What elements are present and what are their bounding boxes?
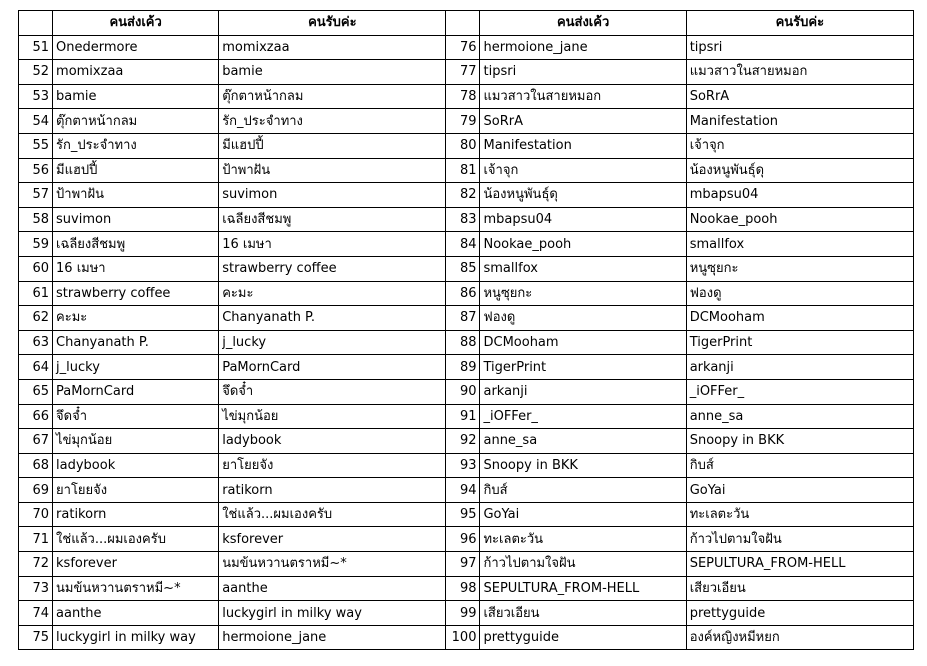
receiver-cell-left: bamie	[219, 60, 446, 85]
table-row	[19, 133, 914, 158]
sender-cell-right: Nookae_pooh	[480, 232, 686, 257]
sender-cell-right: hermoione_jane	[480, 35, 686, 60]
row-number-left: 59	[19, 232, 53, 257]
receiver-cell-right: prettyguide	[686, 601, 913, 626]
table-row	[19, 306, 914, 331]
sender-cell-left: ตุ๊กตาหน้ากลม	[53, 109, 219, 134]
table-row	[19, 502, 914, 527]
header-receiver-right: คนรับค่ะ	[686, 11, 913, 36]
sender-cell-right: เสียวเอียน	[480, 601, 686, 626]
table-row	[19, 601, 914, 626]
row-number-left: 70	[19, 502, 53, 527]
sender-cell-left: ratikorn	[53, 502, 219, 527]
receiver-cell-left: j_lucky	[219, 330, 446, 355]
row-number-left: 72	[19, 552, 53, 577]
table-row	[19, 207, 914, 232]
receiver-cell-left: aanthe	[219, 576, 446, 601]
receiver-cell-right: GoYai	[686, 478, 913, 503]
sender-cell-left: Onedermore	[53, 35, 219, 60]
row-number-left: 65	[19, 379, 53, 404]
row-number-left: 55	[19, 133, 53, 158]
sender-cell-left: มีแฮปปี้	[53, 158, 219, 183]
row-number-left: 57	[19, 183, 53, 208]
receiver-cell-right: Nookae_pooh	[686, 207, 913, 232]
row-number-left: 60	[19, 256, 53, 281]
table-row	[19, 281, 914, 306]
row-number-right: 83	[446, 207, 480, 232]
row-number-right: 99	[446, 601, 480, 626]
receiver-cell-right: องค์หญิงหมีหยก	[686, 625, 913, 650]
table-row	[19, 158, 914, 183]
row-number-left: 62	[19, 306, 53, 331]
header-number-right	[446, 11, 480, 36]
sender-cell-right: anne_sa	[480, 429, 686, 454]
receiver-cell-left: ยาโยยจัง	[219, 453, 446, 478]
receiver-cell-right: เสียวเอียน	[686, 576, 913, 601]
sender-cell-right: smallfox	[480, 256, 686, 281]
row-number-left: 52	[19, 60, 53, 85]
row-number-left: 53	[19, 84, 53, 109]
row-number-right: 79	[446, 109, 480, 134]
receiver-cell-left: ratikorn	[219, 478, 446, 503]
row-number-right: 97	[446, 552, 480, 577]
sender-cell-left: bamie	[53, 84, 219, 109]
sender-cell-right: arkanji	[480, 379, 686, 404]
sender-cell-left: j_lucky	[53, 355, 219, 380]
table-row	[19, 478, 914, 503]
sender-cell-left: คะมะ	[53, 306, 219, 331]
exchange-table	[18, 10, 914, 650]
row-number-right: 95	[446, 502, 480, 527]
table-row	[19, 576, 914, 601]
row-number-left: 61	[19, 281, 53, 306]
table-row	[19, 84, 914, 109]
receiver-cell-left: 16 เมษา	[219, 232, 446, 257]
sender-cell-left: ladybook	[53, 453, 219, 478]
sender-cell-left: ใช่แล้ว...ผมเองครับ	[53, 527, 219, 552]
row-number-left: 75	[19, 625, 53, 650]
row-number-right: 80	[446, 133, 480, 158]
row-number-left: 58	[19, 207, 53, 232]
sender-cell-right: GoYai	[480, 502, 686, 527]
table-row	[19, 330, 914, 355]
row-number-left: 64	[19, 355, 53, 380]
header-sender-right: คนส่งเค้ว	[480, 11, 686, 36]
receiver-cell-right: Snoopy in BKK	[686, 429, 913, 454]
receiver-cell-left: Chanyanath P.	[219, 306, 446, 331]
receiver-cell-left: ladybook	[219, 429, 446, 454]
row-number-right: 76	[446, 35, 480, 60]
receiver-cell-right: TigerPrint	[686, 330, 913, 355]
sender-cell-left: aanthe	[53, 601, 219, 626]
row-number-left: 69	[19, 478, 53, 503]
sender-cell-left: เฉลียงสีชมพู	[53, 232, 219, 257]
receiver-cell-left: คะมะ	[219, 281, 446, 306]
table-row	[19, 552, 914, 577]
row-number-right: 98	[446, 576, 480, 601]
receiver-cell-right: Manifestation	[686, 109, 913, 134]
sender-cell-right: แมวสาวในสายหมอก	[480, 84, 686, 109]
table-row	[19, 527, 914, 552]
row-number-right: 94	[446, 478, 480, 503]
receiver-cell-left: ป้าพาฝัน	[219, 158, 446, 183]
sender-cell-right: หนูซุยกะ	[480, 281, 686, 306]
receiver-cell-left: hermoione_jane	[219, 625, 446, 650]
row-number-left: 66	[19, 404, 53, 429]
sender-cell-right: SoRrA	[480, 109, 686, 134]
header-number-left	[19, 11, 53, 36]
sender-cell-right: เจ้าจุก	[480, 158, 686, 183]
receiver-cell-left: ksforever	[219, 527, 446, 552]
receiver-cell-left: strawberry coffee	[219, 256, 446, 281]
receiver-cell-right: _iOFFer_	[686, 379, 913, 404]
row-number-right: 85	[446, 256, 480, 281]
receiver-cell-right: กิบส์	[686, 453, 913, 478]
receiver-cell-right: smallfox	[686, 232, 913, 257]
table-row	[19, 183, 914, 208]
row-number-left: 54	[19, 109, 53, 134]
row-number-left: 63	[19, 330, 53, 355]
sender-cell-left: ksforever	[53, 552, 219, 577]
row-number-left: 67	[19, 429, 53, 454]
receiver-cell-left: ไข่มุกน้อย	[219, 404, 446, 429]
table-row	[19, 429, 914, 454]
row-number-right: 89	[446, 355, 480, 380]
row-number-right: 81	[446, 158, 480, 183]
table-row	[19, 232, 914, 257]
table-row	[19, 355, 914, 380]
receiver-cell-left: ตุ๊กตาหน้ากลม	[219, 84, 446, 109]
receiver-cell-left: จึดจ๋ำ	[219, 379, 446, 404]
sender-cell-right: SEPULTURA_FROM-HELL	[480, 576, 686, 601]
row-number-right: 96	[446, 527, 480, 552]
table-row	[19, 35, 914, 60]
receiver-cell-left: PaMornCard	[219, 355, 446, 380]
header-sender-left: คนส่งเค้ว	[53, 11, 219, 36]
sender-cell-left: 16 เมษา	[53, 256, 219, 281]
sender-cell-right: DCMooham	[480, 330, 686, 355]
table-row	[19, 453, 914, 478]
row-number-right: 90	[446, 379, 480, 404]
receiver-cell-right: anne_sa	[686, 404, 913, 429]
row-number-left: 51	[19, 35, 53, 60]
row-number-right: 82	[446, 183, 480, 208]
row-number-right: 88	[446, 330, 480, 355]
row-number-right: 92	[446, 429, 480, 454]
receiver-cell-right: tipsri	[686, 35, 913, 60]
sender-cell-right: Snoopy in BKK	[480, 453, 686, 478]
sender-cell-right: mbapsu04	[480, 207, 686, 232]
sender-cell-right: ก้าวไปตามใจฝัน	[480, 552, 686, 577]
receiver-cell-right: ทะเลตะวัน	[686, 502, 913, 527]
sender-cell-right: กิบส์	[480, 478, 686, 503]
sender-cell-right: ฟองดู	[480, 306, 686, 331]
sender-cell-left: จึดจ๋ำ	[53, 404, 219, 429]
row-number-right: 77	[446, 60, 480, 85]
sender-cell-left: ป้าพาฝัน	[53, 183, 219, 208]
sender-cell-left: ยาโยยจัง	[53, 478, 219, 503]
receiver-cell-left: นมข้นหวานตราหมี~*	[219, 552, 446, 577]
receiver-cell-right: แมวสาวในสายหมอก	[686, 60, 913, 85]
sender-cell-right: Manifestation	[480, 133, 686, 158]
row-number-right: 91	[446, 404, 480, 429]
row-number-left: 74	[19, 601, 53, 626]
sender-cell-right: _iOFFer_	[480, 404, 686, 429]
row-number-right: 93	[446, 453, 480, 478]
row-number-right: 84	[446, 232, 480, 257]
header-receiver-left: คนรับค่ะ	[219, 11, 446, 36]
row-number-right: 87	[446, 306, 480, 331]
sender-cell-left: นมข้นหวานตราหมี~*	[53, 576, 219, 601]
sender-cell-right: tipsri	[480, 60, 686, 85]
header-row	[19, 11, 914, 36]
row-number-right: 100	[446, 625, 480, 650]
sender-cell-left: strawberry coffee	[53, 281, 219, 306]
table-row	[19, 109, 914, 134]
sender-cell-right: น้องหนูพันธุ์ดุ	[480, 183, 686, 208]
row-number-right: 86	[446, 281, 480, 306]
sender-cell-left: PaMornCard	[53, 379, 219, 404]
receiver-cell-right: ก้าวไปตามใจฝัน	[686, 527, 913, 552]
sender-cell-left: suvimon	[53, 207, 219, 232]
receiver-cell-right: น้องหนูพันธุ์ดุ	[686, 158, 913, 183]
row-number-left: 68	[19, 453, 53, 478]
receiver-cell-right: SEPULTURA_FROM-HELL	[686, 552, 913, 577]
receiver-cell-left: luckygirl in milky way	[219, 601, 446, 626]
sender-cell-left: momixzaa	[53, 60, 219, 85]
sender-cell-left: ไข่มุกน้อย	[53, 429, 219, 454]
sender-cell-left: Chanyanath P.	[53, 330, 219, 355]
table-row	[19, 256, 914, 281]
table-row	[19, 404, 914, 429]
table-row	[19, 625, 914, 650]
receiver-cell-right: หนูซุยกะ	[686, 256, 913, 281]
sender-cell-right: prettyguide	[480, 625, 686, 650]
table-row	[19, 379, 914, 404]
receiver-cell-right: เจ้าจุก	[686, 133, 913, 158]
receiver-cell-right: SoRrA	[686, 84, 913, 109]
receiver-cell-right: arkanji	[686, 355, 913, 380]
receiver-cell-right: ฟองดู	[686, 281, 913, 306]
row-number-left: 73	[19, 576, 53, 601]
receiver-cell-left: เฉลียงสีชมพู	[219, 207, 446, 232]
row-number-left: 56	[19, 158, 53, 183]
receiver-cell-right: mbapsu04	[686, 183, 913, 208]
sender-cell-right: ทะเลตะวัน	[480, 527, 686, 552]
receiver-cell-left: รัก_ประจำทาง	[219, 109, 446, 134]
receiver-cell-left: มีแฮปปี้	[219, 133, 446, 158]
sender-cell-left: luckygirl in milky way	[53, 625, 219, 650]
sender-cell-right: TigerPrint	[480, 355, 686, 380]
sender-cell-left: รัก_ประจำทาง	[53, 133, 219, 158]
row-number-left: 71	[19, 527, 53, 552]
receiver-cell-left: momixzaa	[219, 35, 446, 60]
row-number-right: 78	[446, 84, 480, 109]
table-row	[19, 60, 914, 85]
receiver-cell-left: suvimon	[219, 183, 446, 208]
receiver-cell-right: DCMooham	[686, 306, 913, 331]
receiver-cell-left: ใช่แล้ว...ผมเองครับ	[219, 502, 446, 527]
